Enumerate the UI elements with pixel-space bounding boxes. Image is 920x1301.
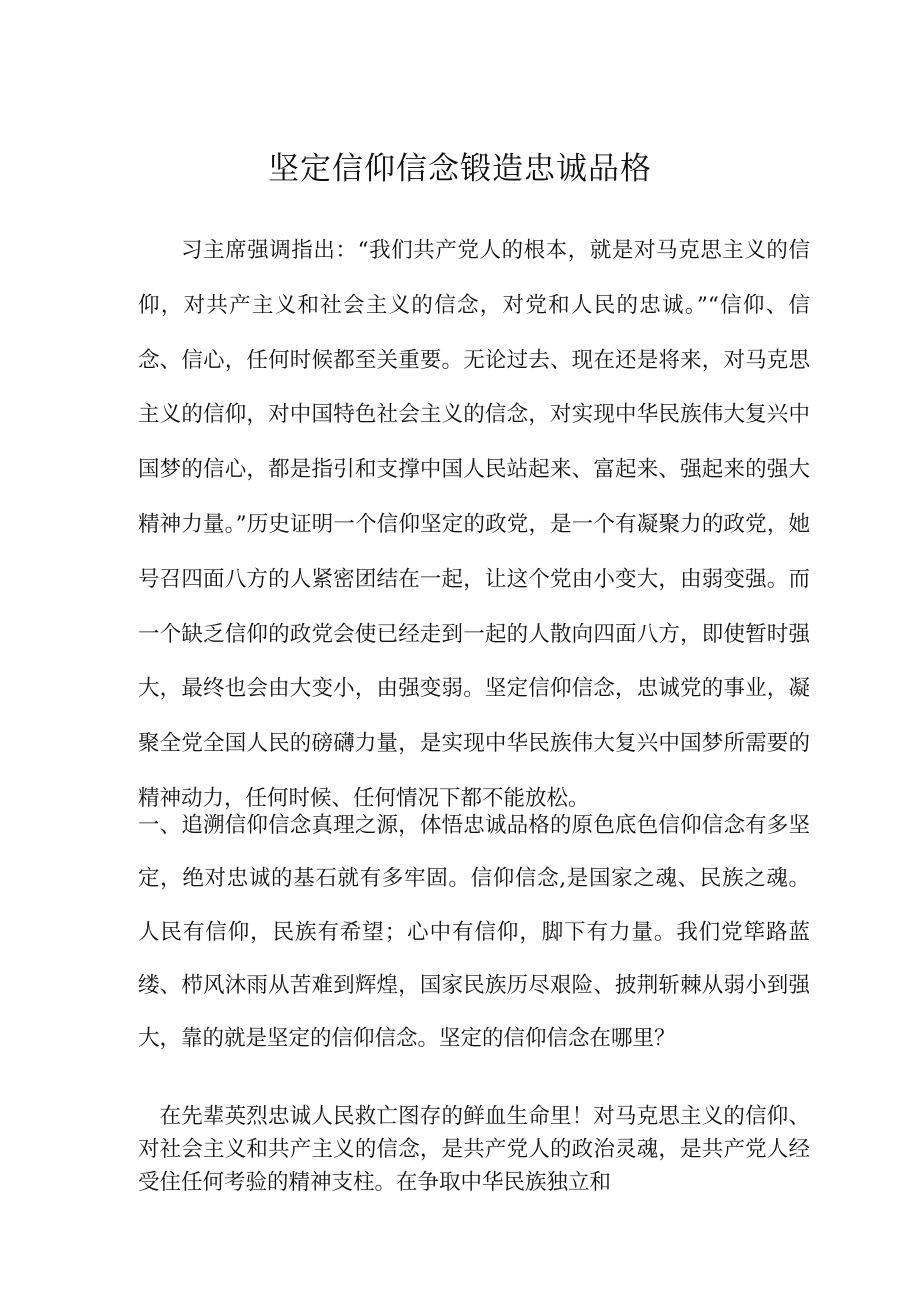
body-paragraph-section-one: 一、追溯信仰信念真理之源，体悟忠诚品格的原色底色信仰信念有多坚定，绝对忠诚的基石就有多牢固。信仰信念,是国家之魂、民族之魂。人民有信仰，民族有希望；心中有信仰，脚下有力量。我们党筚路蓝缕、栉风沐雨从苦难到辉煌，国家民族历尽艰险、披荆斩棘从弱小到强大，靠的就是坚定的信仰信念。坚定的信仰信念在哪里？ [138,813,810,1052]
body-paragraph-martyrs: 在先辈英烈忠诚人民救亡图存的鲜血生命里！对马克思主义的信仰、对社会主义和共产主义的信念，是共产党人的政治灵魂，是共产党人经受住任何考验的精神支柱。在争取中华民族独立和 [138,1104,810,1195]
document-title: 坚定信仰信念锻造忠诚品格 [268,151,652,187]
body-paragraph-intro: 习主席强调指出：“我们共产党人的根本，就是对马克思主义的信仰，对共产主义和社会主义的信念，对党和人民的忠诚。”“信仰、信念、信心，任何时候都至关重要。无论过去、现在还是将来，对马克思主义的信仰，对中国特色社会主义的信念，对实现中华民族伟大复兴中国梦的信心，都是指引和支撑中国人民站起来、富起来、强起来的强大精神力量。”历史证明一个信仰坚定的政党，是一个有凝聚力的政党，她号召四面八方的人紧密团结在一起，让这个党由小变大，由弱变强。而一个缺乏信仰的政党会使已经走到一起的人散向四面八方，即使暂时强大，最终也会由大变小，由强变弱。坚定信仰信念，忠诚党的事业，凝聚全党全国人民的磅礴力量，是实现中华民族伟大复兴中国梦所需要的精神动力，任何时候、任何情况下都不能放松。 [138,238,810,811]
